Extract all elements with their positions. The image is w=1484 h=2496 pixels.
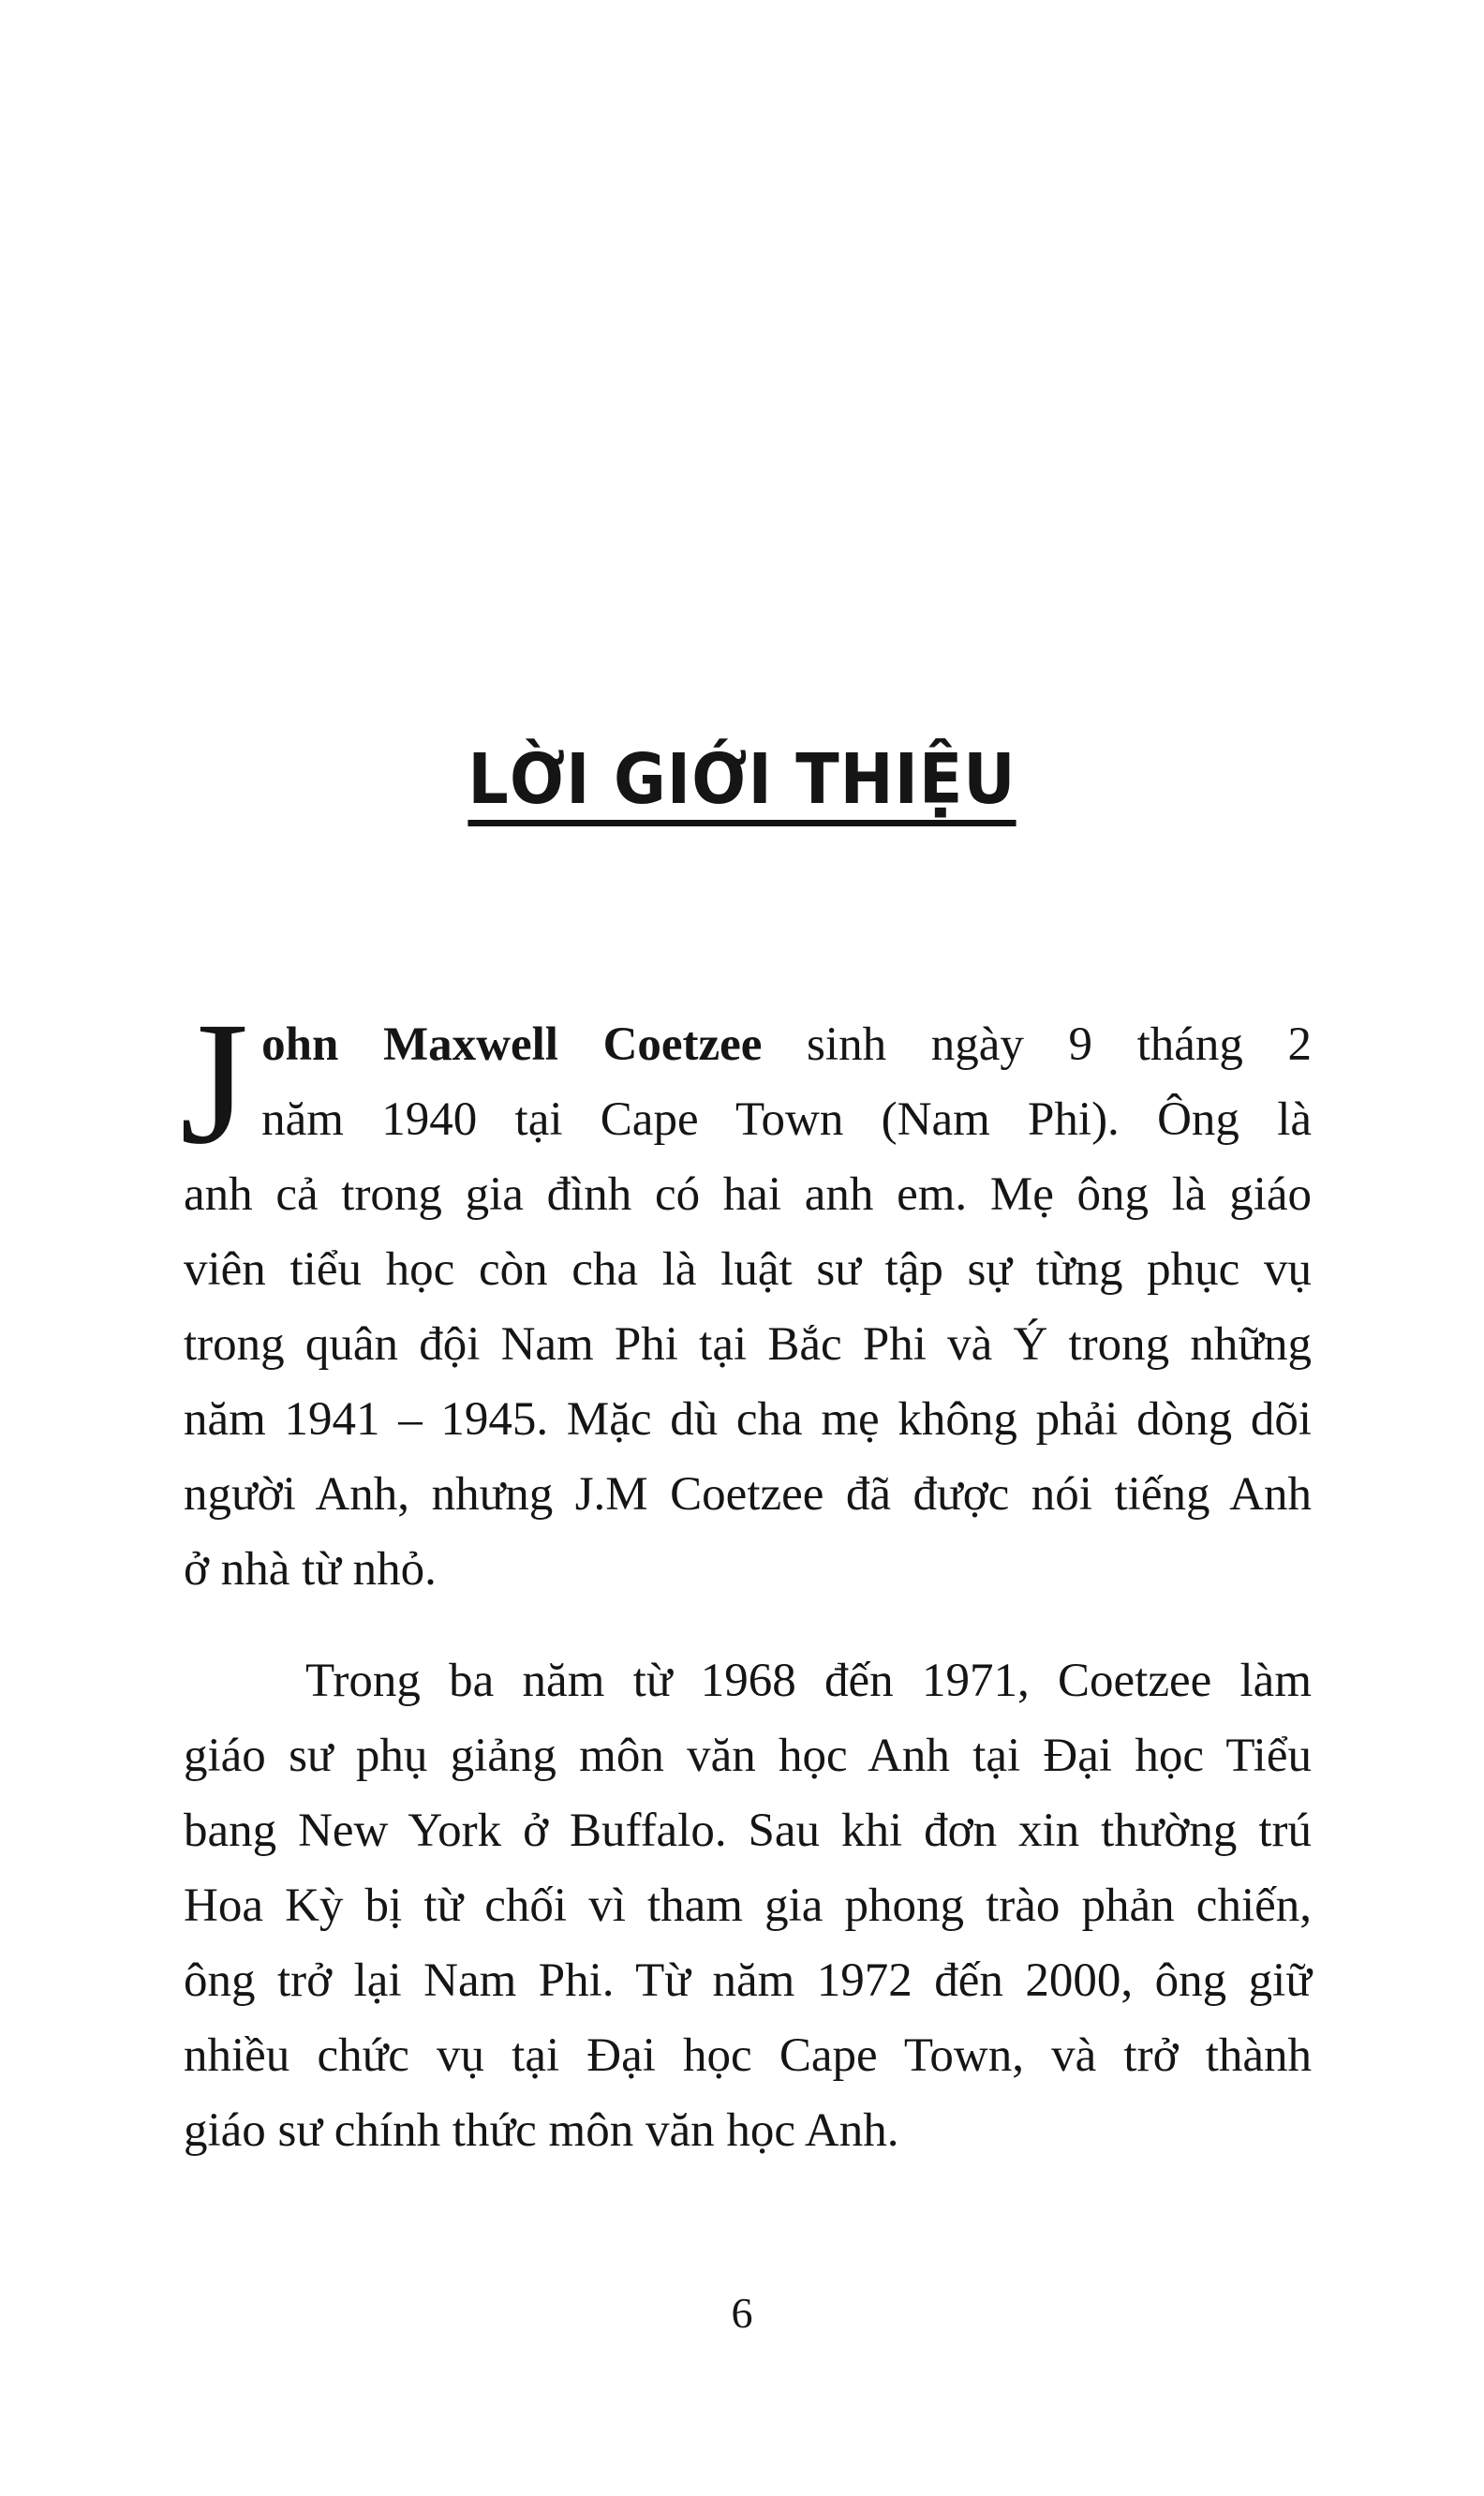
paragraph-1-line-6: năm 1941 – 1945. Mặc dù cha mẹ không phải dòng dõi xyxy=(184,1393,1312,1446)
paragraph-1-line-3: anh cả trong gia đình có hai anh em. Mẹ ông là giáo xyxy=(184,1168,1312,1221)
paragraph-2-line-6: nhiều chức vụ tại Đại học Cape Town, và trở thành xyxy=(184,2029,1312,2082)
paragraph-1-line-1 xyxy=(184,1007,1312,1082)
paragraph-1-line-8: ở nhà từ nhỏ. xyxy=(184,1543,437,1596)
page-number: 6 xyxy=(731,2289,753,2337)
page-title xyxy=(0,738,1484,826)
paragraph-2-line-3: bang New York ở Buffalo. Sau khi đơn xin thường trú xyxy=(184,1805,1312,1857)
paragraph-2-line-2: giáo sư phụ giảng môn văn học Anh tại Đại học Tiểu xyxy=(184,1730,1312,1782)
paragraph-1-line-4: viên tiểu học còn cha là luật sư tập sự từng phục vụ xyxy=(184,1243,1312,1296)
page-title-text: LỜI GIỚI THIỆU xyxy=(467,745,1016,826)
paragraph-2-line-5: ông trở lại Nam Phi. Từ năm 1972 đến 2000, ông giữ xyxy=(184,1954,1312,2007)
paragraph-2-line-7: giáo sư chính thức môn văn học Anh. xyxy=(184,2104,899,2157)
paragraph-1-line-7: người Anh, nhưng J.M Coetzee đã được nói tiếng Anh xyxy=(184,1468,1312,1521)
author-name-bold: ohn Maxwell Coetzee xyxy=(261,1018,763,1071)
paragraph-2 xyxy=(184,1643,1312,2168)
paragraph-2-line-4: Hoa Kỳ bị từ chối vì tham gia phong trào phản chiến, xyxy=(184,1879,1312,1932)
drop-cap-letter: J xyxy=(180,985,249,1181)
paragraph-1-line-1-rest: sinh ngày 9 tháng 2 xyxy=(762,1018,1312,1071)
paragraph-1-line-2: năm 1940 tại Cape Town (Nam Phi). Ông là xyxy=(261,1093,1312,1146)
paragraph-2-line-1: Trong ba năm từ 1968 đến 1971, Coetzee làm xyxy=(305,1655,1312,1707)
paragraph-1 xyxy=(180,985,1312,1607)
paragraph-1-line-5: trong quân đội Nam Phi tại Bắc Phi và Ý trong những xyxy=(184,1318,1312,1371)
body-text xyxy=(180,985,1312,2168)
